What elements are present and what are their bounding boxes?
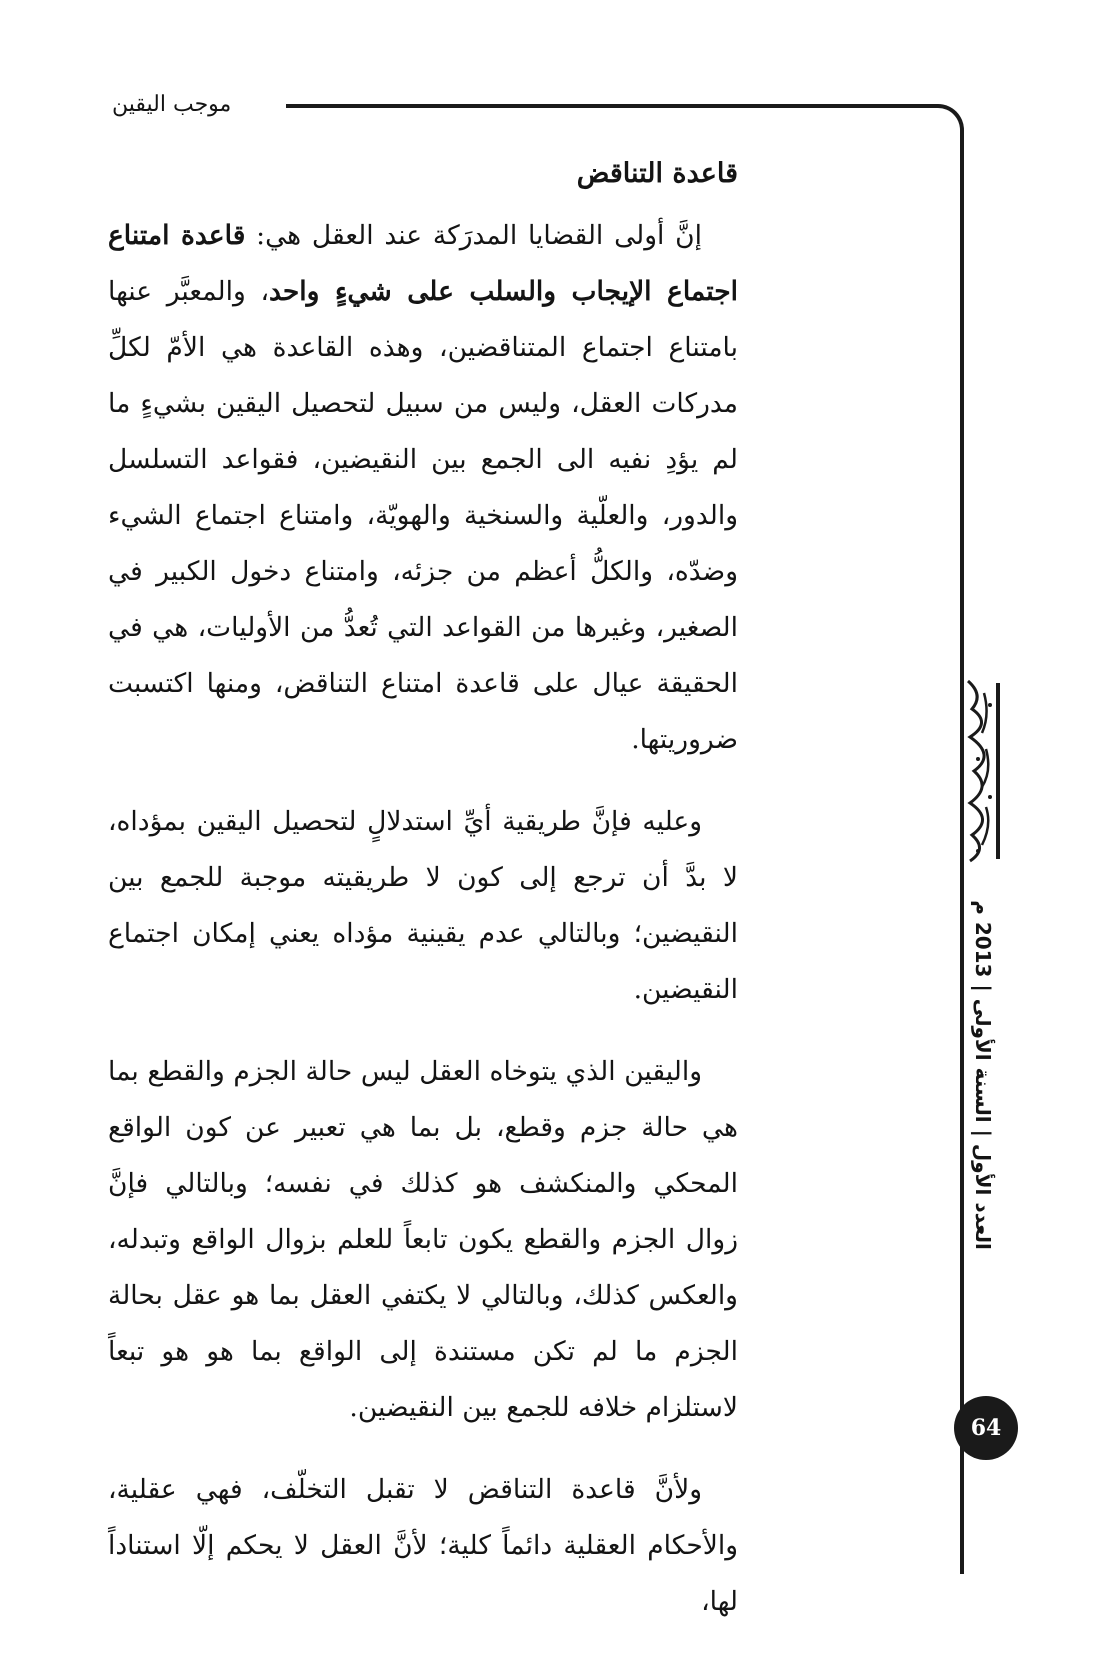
page-number: 64 <box>970 1415 1002 1441</box>
issue-info-text: العدد الأول | السنة الأولى | 2013 م <box>971 900 995 1250</box>
paragraph-3: واليقين الذي يتوخاه العقل ليس حالة الجزم والقطع بما هي حالة جزم وقطع، بل بما هي تعبير عن كون الواقع المحكي والمنكشف هو كذلك في نفسه؛ وبالتالي فإنَّ زوال الجزم والقطع يكون تابعاً للعلم بزوال الواقع وتبدله، والعكس كذلك، وبالتالي لا يكتفي العقل بما هو عقل بحالة الجزم ما لم تكن مستندة إلى الواقع بما هو هو تبعاً لاستلزام خلافه للجمع بين النقيضين. <box>108 1056 738 1423</box>
paragraph-1 <box>108 208 738 768</box>
paragraph-1-rest: ، والمعبَّر عنها بامتناع اجتماع المتناقضين، وهذه القاعدة هي الأمّ لكلِّ مدركات العقل، وليس من سبيل لتحصيل اليقين بشيءٍ ما لم يؤدِ نفيه الى الجمع بين النقيضين، فقواعد التسلسل والدور، والعلّية والسنخية والهويّة، وامتناع اجتماع الشيء وضدّه، والكلُّ أعظم من جزئه، وامتناع دخول الكبير في الصغير، وغيرها من القواعد التي تُعدُّ من الأوليات، هي في الحقيقة عيال على قاعدة امتناع التناقض، ومنها اكتسبت ضروريتها. <box>108 276 738 755</box>
running-head: موجب اليقين <box>112 92 232 117</box>
journal-calligraphy-logo-icon <box>962 675 1006 867</box>
section-title: قاعدة التناقض <box>576 158 738 189</box>
main-text <box>108 150 738 1656</box>
paragraph-2: وعليه فإنَّ طريقية أيِّ استدلالٍ لتحصيل اليقين بمؤداه، لا بدَّ أن ترجع إلى كون لا طريقيته موجبة للجمع بين النقيضين؛ وبالتالي عدم يقينية مؤداه يعني إمكان اجتماع النقيضين. <box>108 806 738 1005</box>
paragraph-1-bold-rule: قاعدة امتناع اجتماع الإيجاب والسلب على شيءٍ واحد <box>108 220 738 307</box>
paragraph-4: ولأنَّ قاعدة التناقض لا تقبل التخلّف، فهي عقلية، والأحكام العقلية دائماً كلية؛ لأنَّ العقل لا يحكم إلّا استناداً لها، <box>108 1474 738 1617</box>
paragraph-1-intro: إنَّ أولى القضايا المدرَكة عند العقل هي: <box>245 220 702 251</box>
page-number-badge <box>954 1396 1018 1460</box>
issue-info <box>938 900 1028 1250</box>
